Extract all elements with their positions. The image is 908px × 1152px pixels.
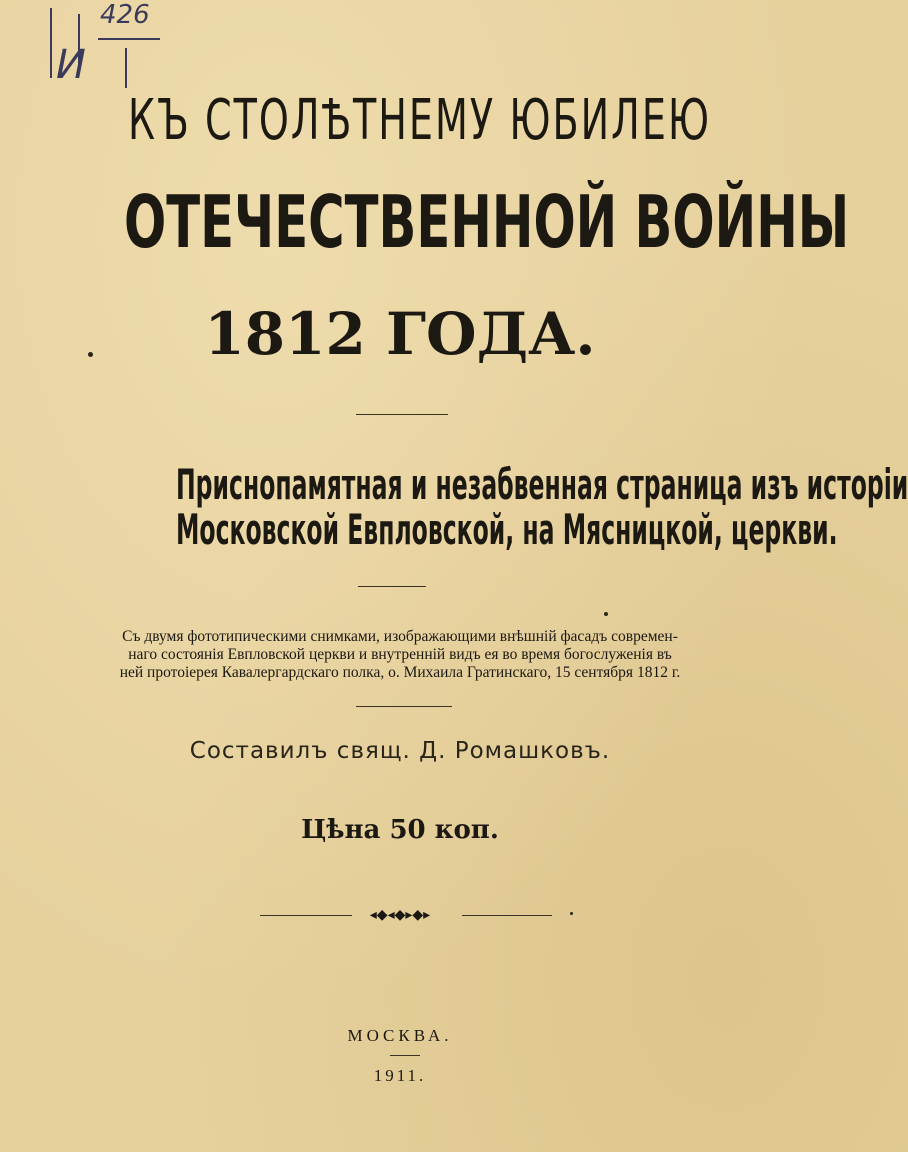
handwritten-shelf-letter: И bbox=[56, 42, 86, 88]
handwritten-underline bbox=[98, 38, 160, 40]
divider-rule bbox=[358, 586, 426, 587]
title-line-2: ОТЕЧЕСТВЕННОЙ ВОЙНЫ bbox=[124, 180, 850, 264]
description-line-2: наго состоянія Евпловской церкви и внутренній видъ ея во время богослуженія въ bbox=[128, 646, 672, 663]
ornament-line-right bbox=[462, 915, 552, 916]
subtitle-line-1: Приснопамятная и незабвенная страница изъ исторіи bbox=[176, 460, 908, 509]
subtitle-line-2: Московской Евпловской, на Мясницкой, церкви. bbox=[176, 505, 838, 554]
divider-rule bbox=[356, 706, 452, 707]
compiler-credit: Составилъ свящ. Д. Ромашковъ. bbox=[189, 738, 611, 764]
paper-speck bbox=[88, 352, 93, 357]
imprint-year: 1911. bbox=[373, 1066, 427, 1085]
divider-rule bbox=[356, 414, 448, 415]
price: Цѣна 50 коп. bbox=[301, 815, 499, 845]
title-line-3: 1812 ГОДА. bbox=[204, 300, 596, 368]
title-line-1: КЪ СТОЛѢТНЕМУ ЮБИЛЕЮ bbox=[128, 88, 712, 153]
divider-rule bbox=[390, 1055, 420, 1056]
paper-speck bbox=[604, 612, 608, 616]
imprint-city: МОСКВА. bbox=[347, 1026, 453, 1045]
handwritten-stroke bbox=[125, 48, 127, 88]
handwritten-stroke bbox=[50, 8, 52, 78]
handwritten-shelf-number: 426 bbox=[100, 0, 150, 30]
paper-speck bbox=[570, 912, 573, 915]
description-line-1: Съ двумя фототипическими снимками, изображающими внѣшній фасадъ современ- bbox=[122, 628, 678, 645]
description-line-3: ней протоіерея Кавалергардскаго полка, о. Михаила Гратинскаго, 15 сентября 1812 г. bbox=[119, 664, 681, 681]
ornament-glyph: ◂◆◂◆▸◆▸ bbox=[369, 907, 431, 923]
